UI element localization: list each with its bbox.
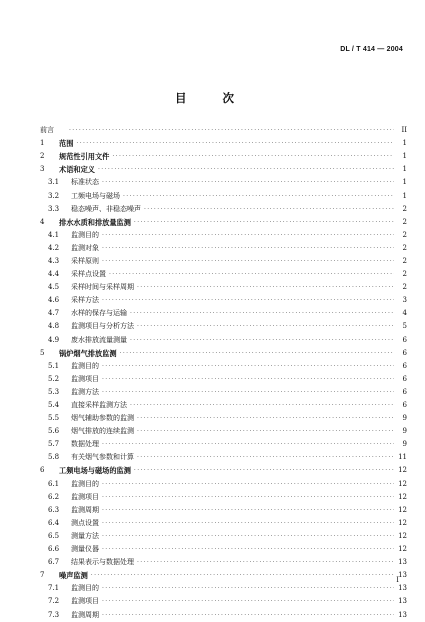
toc-entry[interactable] xyxy=(40,399,407,412)
toc-entry-page: 11 xyxy=(398,453,407,462)
toc-entry-title: 术语和定义 xyxy=(59,165,95,175)
toc-entry[interactable] xyxy=(40,294,407,307)
toc-entry-title: 稳态噪声、非稳态噪声 xyxy=(71,204,141,213)
toc-entry-number: 4.9 xyxy=(48,335,60,344)
toc-entry-number: 4.1 xyxy=(48,230,60,239)
toc-entry[interactable] xyxy=(40,124,407,137)
toc-entry-title: 烟气排放的连续监测 xyxy=(71,427,134,436)
toc-entry[interactable] xyxy=(40,334,407,347)
toc-leader-dots xyxy=(137,428,394,435)
toc-entry-number: 3.1 xyxy=(48,178,60,187)
toc-entry-page: 2 xyxy=(402,230,407,239)
toc-entry[interactable] xyxy=(40,137,407,150)
toc-leader-dots xyxy=(102,297,394,304)
toc-entry-number: 6.5 xyxy=(48,531,60,540)
toc-entry-number: 5.5 xyxy=(48,414,60,423)
toc-entry[interactable] xyxy=(40,216,407,229)
toc-entry-title: 数据处理 xyxy=(71,440,99,449)
toc-leader-dots xyxy=(102,376,394,383)
toc-entry-number: 6.2 xyxy=(48,492,60,501)
toc-entry-title: 监测项目与分析方法 xyxy=(71,322,134,331)
toc-leader-dots xyxy=(102,179,394,186)
toc-entry-number: 1 xyxy=(40,139,45,148)
toc-leader-dots xyxy=(102,232,394,239)
toc-entry-page: 6 xyxy=(402,348,407,357)
toc-entry[interactable] xyxy=(40,176,407,189)
toc-entry[interactable] xyxy=(40,307,407,320)
toc-leader-dots xyxy=(69,127,394,134)
toc-leader-dots xyxy=(102,441,394,448)
toc-entry-number: 6.7 xyxy=(48,558,60,567)
toc-entry-page: 1 xyxy=(402,191,407,200)
toc-entry-number: 5.2 xyxy=(48,374,60,383)
toc-entry-page: 9 xyxy=(402,414,407,423)
toc-entry-number: 6.4 xyxy=(48,518,60,527)
toc-entry[interactable] xyxy=(40,425,407,438)
toc-leader-dots xyxy=(130,310,394,317)
toc-leader-dots xyxy=(102,546,394,553)
toc-entry[interactable] xyxy=(40,491,407,504)
toc-leader-dots xyxy=(102,520,394,527)
toc-entry[interactable] xyxy=(40,347,407,360)
toc-entry-number: 5 xyxy=(40,348,45,357)
toc-entry-page: 13 xyxy=(398,558,407,567)
toc-entry-title: 锅炉烟气排放监测 xyxy=(59,348,117,358)
toc-entry[interactable] xyxy=(40,373,407,386)
toc-entry-title: 监测目的 xyxy=(71,361,99,370)
toc-entry-page: 5 xyxy=(402,322,407,331)
toc-leader-dots xyxy=(130,402,394,409)
toc-leader-dots xyxy=(134,219,394,226)
toc-entry-page: 6 xyxy=(402,361,407,370)
toc-entry-page: 2 xyxy=(402,204,407,213)
toc-entry-title: 监测目的 xyxy=(71,479,99,488)
toc-leader-dots xyxy=(120,350,394,357)
toc-entry[interactable] xyxy=(40,543,407,556)
toc-entry-page: 12 xyxy=(398,492,407,501)
toc-entry-title: 监测周期 xyxy=(71,610,99,619)
toc-entry-number: 前言 xyxy=(40,126,54,135)
toc-entry-number: 5.7 xyxy=(48,440,60,449)
toc-entry-title: 水样的保存与运输 xyxy=(71,309,127,318)
toc-entry-page: 1 xyxy=(402,165,407,174)
toc-entry-page: 2 xyxy=(402,217,407,226)
toc-entry[interactable] xyxy=(40,569,407,582)
toc-entry-page: 6 xyxy=(402,335,407,344)
toc-leader-dots xyxy=(109,271,394,278)
toc-entry-title: 监测方法 xyxy=(71,387,99,396)
toc-entry[interactable] xyxy=(40,478,407,491)
toc-entry-page: 12 xyxy=(398,545,407,554)
toc-leader-dots xyxy=(76,140,394,147)
toc-leader-dots xyxy=(102,245,394,252)
toc-entry-title: 废水排放流量测量 xyxy=(71,335,127,344)
standard-code: DL / T 414 — 2004 xyxy=(340,46,403,53)
toc-entry[interactable] xyxy=(40,360,407,373)
toc-entry-number: 5.4 xyxy=(48,401,60,410)
toc-leader-dots xyxy=(137,454,394,461)
toc-entry[interactable] xyxy=(40,464,407,477)
toc-entry[interactable] xyxy=(40,412,407,425)
toc-entry-title: 采样方法 xyxy=(71,296,99,305)
toc-leader-dots xyxy=(98,166,394,173)
toc-entry-page: 13 xyxy=(398,584,407,593)
toc-entry[interactable] xyxy=(40,229,407,242)
toc-leader-dots xyxy=(102,598,394,605)
toc-entry-number: 3.3 xyxy=(48,204,60,213)
toc-leader-dots xyxy=(112,153,394,160)
toc-entry-page: 6 xyxy=(402,374,407,383)
toc-entry-page: 2 xyxy=(402,283,407,292)
toc-entry-number: 7.2 xyxy=(48,597,60,606)
toc-entry-title: 监测项目 xyxy=(71,374,99,383)
toc-entry-title: 监测项目 xyxy=(71,597,99,606)
toc-entry-title: 排水水质和排放量监测 xyxy=(59,217,131,227)
toc-entry-page: 12 xyxy=(398,505,407,514)
toc-entry-number: 4.6 xyxy=(48,296,60,305)
toc-entry-title: 采样点设置 xyxy=(71,270,106,279)
toc-entry-number: 3.2 xyxy=(48,191,60,200)
page-number: I xyxy=(396,576,399,584)
toc-entry-number: 6.1 xyxy=(48,479,60,488)
toc-entry-page: 2 xyxy=(402,270,407,279)
toc-leader-dots xyxy=(102,389,394,396)
toc-entry-number: 3 xyxy=(40,165,45,174)
toc-entry-title: 测量仪器 xyxy=(71,545,99,554)
toc-entry-title: 烟气辅助参数的监测 xyxy=(71,414,134,423)
toc-leader-dots xyxy=(102,507,394,514)
toc-entry[interactable] xyxy=(40,163,407,176)
toc-entry[interactable] xyxy=(40,517,407,530)
toc-entry-page: 13 xyxy=(398,571,407,580)
toc-leader-dots xyxy=(137,559,394,566)
toc-entry-title: 工频电场与磁场 xyxy=(71,191,120,200)
toc-entry-number: 5.3 xyxy=(48,387,60,396)
toc-entry[interactable] xyxy=(40,150,407,163)
toc-leader-dots xyxy=(137,284,394,291)
toc-leader-dots xyxy=(137,323,394,330)
toc-leader-dots xyxy=(123,193,394,200)
toc-entry-title: 采样原则 xyxy=(71,256,99,265)
toc-entry-number: 2 xyxy=(40,152,45,161)
toc-entry[interactable] xyxy=(40,189,407,202)
toc-entry-number: 7 xyxy=(40,571,45,580)
toc-entry-number: 7.1 xyxy=(48,584,60,593)
toc-entry-title: 采样时间与采样周期 xyxy=(71,283,134,292)
toc-leader-dots xyxy=(102,612,394,619)
toc-entry-page: 13 xyxy=(398,597,407,606)
toc-entry-page: 2 xyxy=(402,256,407,265)
toc-entry[interactable] xyxy=(40,504,407,517)
toc-entry-number: 4.4 xyxy=(48,270,60,279)
toc-entry-page: 3 xyxy=(402,296,407,305)
toc-entry-title: 噪声监测 xyxy=(59,571,88,581)
toc-entry-page: 6 xyxy=(402,387,407,396)
toc-entry[interactable] xyxy=(40,242,407,255)
toc-leader-dots xyxy=(130,337,394,344)
toc-entry[interactable] xyxy=(40,320,407,333)
toc-entry-title: 监测对象 xyxy=(71,243,99,252)
toc-entry[interactable] xyxy=(40,595,407,608)
toc-leader-dots xyxy=(102,494,394,501)
toc-entry-title: 有关烟气参数和计算 xyxy=(71,453,134,462)
toc-entry-page: 1 xyxy=(402,178,407,187)
toc-entry-number: 5.8 xyxy=(48,453,60,462)
table-of-contents xyxy=(40,124,407,622)
toc-entry[interactable] xyxy=(40,582,407,595)
toc-entry-number: 6.6 xyxy=(48,545,60,554)
toc-entry-page: II xyxy=(401,126,407,135)
toc-entry[interactable] xyxy=(40,281,407,294)
toc-entry[interactable] xyxy=(40,386,407,399)
toc-entry-page: 13 xyxy=(398,610,407,619)
toc-entry-title: 规范性引用文件 xyxy=(59,152,110,162)
toc-entry-number: 4.8 xyxy=(48,322,60,331)
toc-leader-dots xyxy=(102,258,394,265)
toc-entry-page: 12 xyxy=(398,531,407,540)
toc-entry-page: 1 xyxy=(402,152,407,161)
toc-entry-title: 测量方法 xyxy=(71,531,99,540)
toc-entry-number: 5.1 xyxy=(48,361,60,370)
toc-entry-number: 6 xyxy=(40,466,45,475)
toc-entry-title: 监测项目 xyxy=(71,492,99,501)
page-title: 目 次 xyxy=(174,91,250,105)
toc-entry[interactable] xyxy=(40,608,407,621)
toc-entry-page: 2 xyxy=(402,243,407,252)
toc-entry-page: 9 xyxy=(402,427,407,436)
toc-entry-page: 4 xyxy=(402,309,407,318)
toc-entry-number: 7.3 xyxy=(48,610,60,619)
toc-entry[interactable] xyxy=(40,255,407,268)
toc-entry[interactable] xyxy=(40,268,407,281)
toc-entry-number: 4 xyxy=(40,217,45,226)
toc-entry-page: 12 xyxy=(398,479,407,488)
toc-entry[interactable] xyxy=(40,203,407,216)
toc-leader-dots xyxy=(102,481,394,488)
toc-entry-number: 4.3 xyxy=(48,256,60,265)
toc-entry[interactable] xyxy=(40,530,407,543)
toc-entry-title: 监测周期 xyxy=(71,505,99,514)
toc-entry-number: 6.3 xyxy=(48,505,60,514)
toc-leader-dots xyxy=(91,572,394,579)
toc-entry-page: 1 xyxy=(402,139,407,148)
toc-entry-title: 监测目的 xyxy=(71,584,99,593)
toc-entry-title: 范围 xyxy=(59,139,74,149)
toc-entry-title: 标准状态 xyxy=(71,178,99,187)
toc-entry-page: 9 xyxy=(402,440,407,449)
toc-leader-dots xyxy=(102,585,394,592)
toc-entry-title: 监测目的 xyxy=(71,230,99,239)
toc-entry-number: 4.7 xyxy=(48,309,60,318)
toc-entry-number: 4.2 xyxy=(48,243,60,252)
toc-entry-number: 4.5 xyxy=(48,283,60,292)
toc-entry-page: 6 xyxy=(402,401,407,410)
toc-entry-title: 测点设置 xyxy=(71,518,99,527)
toc-entry-title: 结果表示与数据处理 xyxy=(71,558,134,567)
toc-entry[interactable] xyxy=(40,556,407,569)
toc-entry[interactable] xyxy=(40,451,407,464)
toc-entry-title: 直接采样监测方法 xyxy=(71,401,127,410)
toc-entry-number: 5.6 xyxy=(48,427,60,436)
toc-leader-dots xyxy=(102,533,394,540)
toc-entry[interactable] xyxy=(40,438,407,451)
toc-entry-page: 12 xyxy=(398,466,407,475)
toc-leader-dots xyxy=(144,206,394,213)
toc-leader-dots xyxy=(137,415,394,422)
toc-leader-dots xyxy=(102,363,394,370)
toc-leader-dots xyxy=(134,467,394,474)
toc-entry-title: 工频电场与磁场的监测 xyxy=(59,466,131,476)
toc-entry-page: 12 xyxy=(398,518,407,527)
